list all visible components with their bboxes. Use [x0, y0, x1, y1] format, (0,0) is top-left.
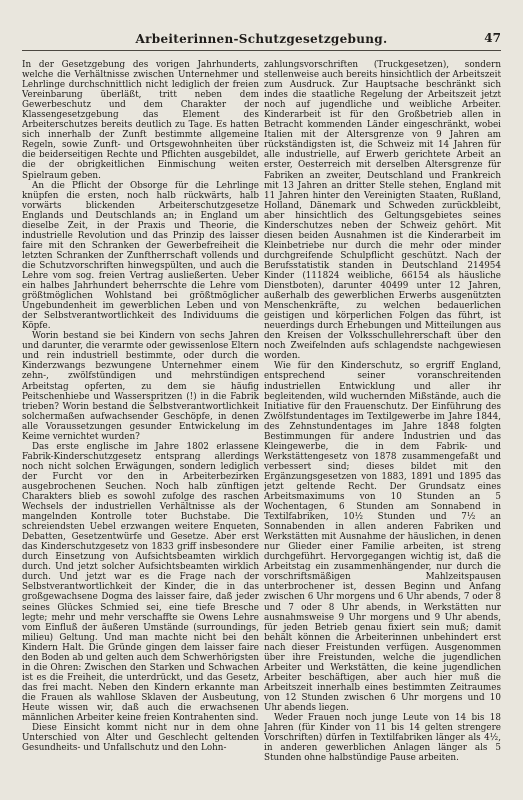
paragraph: Weder Frauen noch junge Leute von 14 bis 18 Jahren (für Kinder von 11 bis 14 gelten strengere Vorschriften) dürfen in Textilfabriken länger als 4½, in anderen gewerblichen Anlagen länger als 5 Stunden ohne halbstündige Pause arbeiten.: [264, 713, 501, 764]
page-number: 47: [484, 31, 501, 45]
paragraph: Worin bestand sie bei Kindern von sechs Jahren und darunter, die verarmte oder gewissenlose Eltern und rein industriell bestimmte, oder durch die Kinderzwangs bezwungene Unternehmer einem zehn-, zwölfstündigen und mehrstündigen Arbeitstag opferten, zu dem sie häufig Peitschenhiebe und Wasserspritzen (!) in die Fabrik trieben? Worin bestand die Selbstverantwortlichkeit solchermaßen aufwachsender Geschöpfe, in denen alle Voraussetzungen gesunder Entwickelung im Keime vernichtet wurden?: [22, 331, 259, 442]
right-column: [264, 60, 501, 790]
paragraph: zahlungsvorschriften (Truckgesetzen), sondern stellenweise auch bereits hinsichtlich der Arbeitszeit zum Ausdruck. Zur Hauptsache beschränkt sich indes die staatliche Regelung der Arbeitszeit jetzt noch auf jugendliche und weibliche Arbeiter. Kinderarbeit ist für den Großbetrieb allen in Betracht kommenden Länder eingeschränkt, wobei Italien mit der Altersgrenze von 9 Jahren am rückständigsten ist, die Schweiz mit 14 Jahren für alle industrielle, auf Erwerb gerichtete Arbeit an erster, Oesterreich mit derselben Altersgrenze für Fabriken an zweiter, Deutschland und Frankreich mit 13 Jahren an dritter Stelle stehen, England mit 11 Jahren hinter den Vereinigten Staaten, Rußland, Holland, Dänemark und Schweden zurückbleibt, aber hinsichtlich des Geltungsgebietes seines Kinderschutzes neben der Schweiz gehört. Mit diesen beiden Ausnahmen ist die Kinderarbeit im Kleinbetriebe nur durch die mehr oder minder durchgreifende Schulpflicht geschützt. Nach der Berufsstatistik standen in Deutschland 214954 Kinder (111824 weibliche, 66154 als häusliche Dienstboten), darunter 40499 unter 12 Jahren, außerhalb des gewerblichen Erwerbs ausgenützten Menschenkräfte, zu welchen bedauerlichen geistigen und körperlichen Folgen das führt, ist neuerdings durch Erhebungen und Mitteilungen aus den Kreisen der Volksschullehrerschaft über den noch Zweifelnden aufs schlagendste nachgewiesen worden.: [264, 60, 501, 362]
running-title: Arbeiterinnen-Schutzgesetzgebung.: [135, 32, 388, 46]
paragraph: An die Pflicht der Obsorge für die Lehrlinge knüpfen die ersten, noch halb rückwärts, halb vorwärts blickenden Arbeiterschutzgesetze Englands und Deutschlands an; in England um dieselbe Zeit, in der Praxis und Theorie, die industrielle Revolution und das Prinzip des laisser faire mit den Schranken der Gewerbefreiheit die letzten Schranken der Zunftherrschaft vollends und die Schutzvorschriften hinwegspülten, und auch die Lehre vom sog. freien Vertrag ausließerten. Ueber ein halbes Jahrhundert beherrschte die Lehre vom größtmöglichen Wohlstand bei größtmöglicher Ungebundenheit im gewerblichen Leben und von der Selbstverantwortlichkeit des Individuums die Köpfe.: [22, 180, 259, 332]
paragraph: In der Gesetzgebung des vorigen Jahrhunderts, welche die Verhältnisse zwischen Unternehmer und Lehrlinge durchschnittlich nicht lediglich der freien Vereinbarung überläßt, tritt neben dem Gewerbeschutz und dem Charakter der Klassengesetzgebung das Element des Arbeiterschutzes bereits deutlich zu Tage. Es hatten sich innerhalb der Zunft bestimmte allgemeine Regeln, sowie Zunft- und Ortsgewohnheiten über die beiderseitigen Rechte und Pflichten ausgebildet, die der obrigkeitlichen Einmischung weiten Spielraum geben.: [22, 60, 259, 181]
paragraph: Diese Einsicht kommt nicht nur in dem ohne Unterschied von Alter und Geschlecht geltenden Gesundheits- und Unfallschutz und den Lohn-: [22, 723, 259, 754]
paragraph: Wie für den Kinderschutz, so ergriff England, entsprechend seiner voranschreitenden industriellen Entwicklung und aller ihr begleitenden, wild wuchernden Mißstände, auch die Initiative für den Frauenschutz. Der Einführung des Zwölfstundentages im Textilgewerbe im Jahre 1844, des Zehnstundentages im Jahre 1848 folgten Bestimmungen für andere Industrien und das Kleingewerbe, die in dem Fabrik- und Werkstättengesetz von 1878 zusammengefaßt und verbessert sind; dieses bildet mit den Ergänzungsgesetzen von 1883, 1891 und 1895 das jetzt geltende Recht. Der Grundsatz eines Arbeitsmaximums von 10 Stunden an 5 Wochentagen, 6 Stunden am Sonnabend in Textilfabriken, 10½ Stunden und 7½ an Sonnabenden in allen anderen Fabriken und Werkstätten mit Ausnahme der häuslichen, in denen nur Glieder einer Familie arbeiten, ist streng durchgeführt. Hervorgegangen wichtig ist, daß die Arbeitstag ein zusammenhängender, nur durch die vorschriftsmäßigen Mahlzeitspausen unterbrochener ist, dessen Beginn und Anfang zwischen 6 Uhr morgens und 6 Uhr abends, 7 oder 8 und 7 oder 8 Uhr abends, in Werkstätten nur ausnahmsweise 9 Uhr morgens und 9 Uhr abends, für jeden Betrieb genau fixiert sein muß; damit behält können die Arbeiterinnen unbehindert erst nach dieser Freistunden verfügen. Ausgenommen über ihre Freistunden, welche die jugendlichen Arbeiter und Werkstätten, die keine jugendlichen Arbeiter beschäftigen, aber auch hier muß die Arbeitszeit innerhalb eines bestimmten Zeitraumes von 12 Stunden zwischen 6 Uhr morgens und 10 Uhr abends liegen.: [264, 361, 501, 713]
page-header: [22, 30, 501, 51]
paragraph: Das erste englische im Jahre 1802 erlassene Fabrik-Kinderschutzgesetz entsprang allerdings noch nicht solchen Erwägungen, sondern lediglich der Furcht vor den in Arbeiterbezirken ausgebrochenen Seuchen. Noch halb zünftigen Charakters blieb es sowohl zufolge des raschen Wechsels der industriellen Verhältnisse als der mangelnden Kontrolle toter Buchstabe. Die schreiendsten Uebel erzwangen weitere Enqueten, Debatten, Gesetzentwürfe und Gesetze. Aber erst das Kinderschutzgesetz von 1833 griff insbesondere durch Einsetzung von Aufsichtsbeamten wirklich durch. Und jetzt solcher Aufsichtsbeamten wirklich durch. Und jetzt war es die Frage nach der Selbstverantwortlichkeit der Kinder, die in das großgewachsene Dogma des laisser faire, daß jeder seines Glückes Schmied sei, eine tiefe Bresche legte; mehr und mehr verschaffte sie Owens Lehre vom Einfluß der äußeren Umstände (surroundings, milieu) Geltung. Und man machte nicht bei den Kindern Halt. Die Gründe gingen dem laisser faire den Boden ab und gelten auch dem Schwerhörigsten in die Ohren: Zwischen den Starken und Schwachen ist es die Freiheit, die unterdrückt, und das Gesetz, das frei macht. Neben den Kindern erkannte man die Frauen als wahllose Sklaven der Ausbeutung, Heute wissen wir, daß auch die erwachsenen männlichen Arbeiter keine freien Kontrahenten sind.: [22, 441, 259, 724]
left-column: [22, 60, 259, 790]
